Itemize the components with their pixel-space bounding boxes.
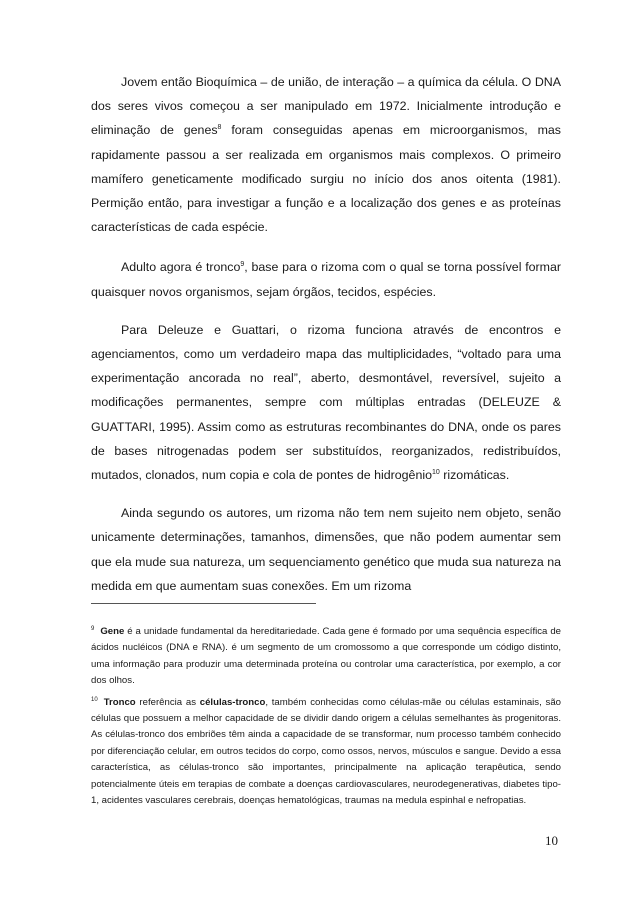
paragraph-text: foram conseguidas apenas em microorganismos, mas rapidamente passou a ser realizada em organismos mais complexos. O primeiro mamífero geneticamente modificado surgiu no início dos anos oitenta (1981). Permição então, para investigar a função e a localização dos genes e as proteínas características de cada espécie. <box>91 123 561 235</box>
paragraph-text: Para Deleuze e Guattari, o rizoma funciona através de encontros e agenciamentos, como um verdadeiro mapa das multiplicidades, “voltado para uma experimentação ancorada no real”, aberto, desmontável, reversível, sujeito a modificações permanentes, sempre com múltiplas entradas (DELEUZE & GUATTARI, 1995). Assim como as estruturas recombinantes do DNA, onde os pares de bases nitrogenadas podem ser substituídos, reorganizados, redistribuídos, mutados, clonados, num copia e cola de pontes de hidrogênio <box>91 322 561 483</box>
footnote-separator <box>91 603 316 604</box>
paragraph-rizoma <box>91 318 561 487</box>
footnote-10 <box>91 695 561 810</box>
document-body <box>91 70 561 598</box>
footnote-ref-9: 9 <box>240 261 245 269</box>
footnote-ref-8: 8 <box>217 124 222 132</box>
paragraph-text: , base para o rizoma com o qual se torna possível formar quaisquer novos organismos, sejam órgãos, tecidos, espécies. <box>91 260 561 299</box>
footnote-text: referência as <box>135 696 200 708</box>
paragraph-text: Adulto agora é tronco <box>121 260 241 275</box>
footnotes-section <box>91 624 561 809</box>
paragraph-autores: Ainda segundo os autores, um rizoma não tem nem sujeito nem objeto, senão unicamente determinações, tamanhos, dimensões, que não podem aumentar sem que ela mude sua natureza, um sequenciamento genético que muda sua natureza na medida em que aumentam suas conexões. Em um rizoma <box>91 506 561 593</box>
paragraph-text: rizomáticas. <box>439 468 510 483</box>
footnote-number: 9 <box>91 626 95 632</box>
footnote-number: 10 <box>91 696 98 703</box>
paragraph-text: Jovem então Bioquímica – de união, de interação – a química da célula. O DNA dos seres vivos começou a ser manipulado em 1972. Inicialmente introdução e eliminação de genes <box>91 75 561 138</box>
footnote-ref-10: 10 <box>431 469 440 477</box>
footnote-9 <box>91 624 561 690</box>
footnote-term: Tronco <box>103 696 136 708</box>
footnote-term: Gene <box>100 626 125 637</box>
page-number: 10 <box>545 833 558 848</box>
paragraph-bioquimica <box>91 70 561 239</box>
footnote-term: células-tronco <box>199 696 266 708</box>
footnote-text: , também conhecidas como células-mãe ou células estaminais, são células que possuem a melhor capacidade de se dividir dando origem a células semelhantes às progenitoras. As células-tronco dos embriões têm ainda a capacidade de se transformar, num processo também conhecido por diferenciação celular, em outros tecidos do corpo, como ossos, nervos, músculos e sangue. Devido a essa característica, as células-tronco são importantes, principalmente na aplicação terapêutica, sendo potencialmente úteis em terapias de combate a doenças cardiovasculares, neurodegenerativas, diabetes tipo-1, acidentes vasculares cerebrais, doenças hematológicas, traumas na medula espinhal e nefropatias. <box>91 696 562 807</box>
footnote-text: é a unidade fundamental da hereditariedade. Cada gene é formado por uma sequência específica de ácidos nucléicos (DNA e RNA). é um segmento de um cromossomo a que corresponde um código distinto, uma informação para produzir uma determinada proteína ou controlar uma característica, por exemplo, a cor dos olhos. <box>91 626 561 687</box>
paragraph-tronco <box>91 255 561 303</box>
